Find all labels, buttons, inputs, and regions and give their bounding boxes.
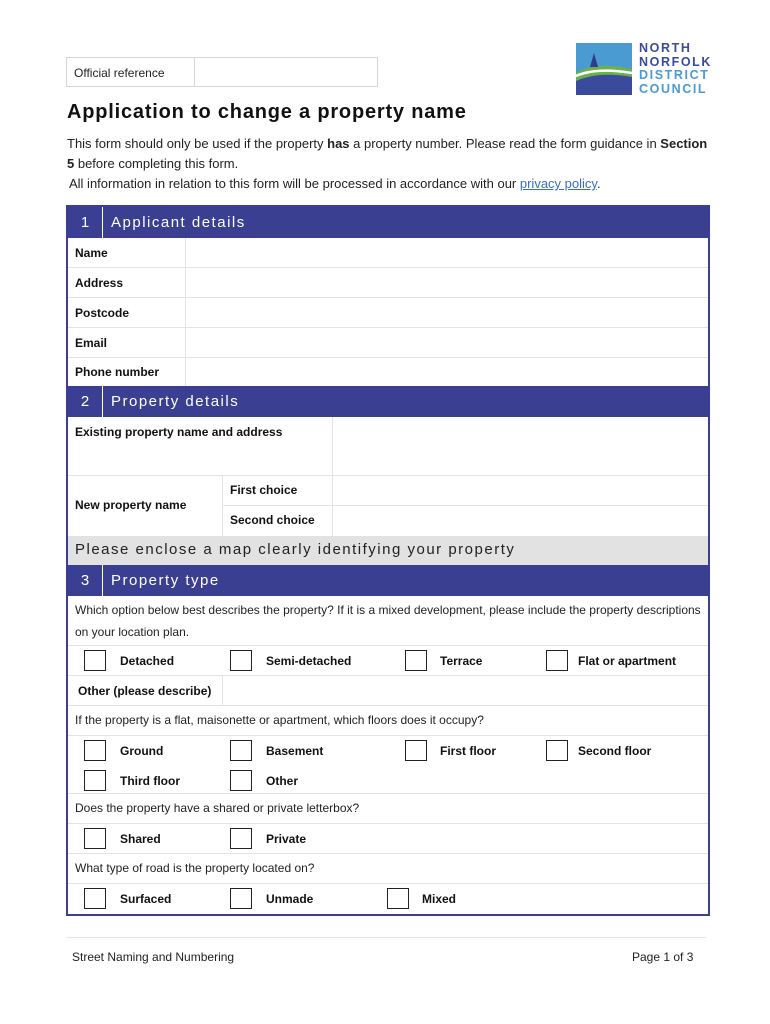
- shared-label: Shared: [120, 832, 161, 846]
- basement-label: Basement: [266, 744, 324, 758]
- surfaced-label: Surfaced: [120, 892, 172, 906]
- letterbox-options-row: [68, 824, 708, 854]
- address-row: [68, 268, 708, 298]
- official-reference-box: [66, 57, 378, 87]
- property-type-question: Which option below best describes the property? If it is a mixed development, please include the property descriptions on your location plan.: [75, 603, 701, 639]
- private-checkbox[interactable]: [230, 828, 252, 849]
- phone-row: [68, 358, 708, 387]
- other-describe-row: [68, 676, 708, 706]
- official-reference-label: Official reference: [67, 58, 195, 86]
- ground-label: Ground: [120, 744, 164, 758]
- terrace-checkbox[interactable]: [405, 650, 427, 671]
- name-row: [68, 238, 708, 268]
- road-question-row: [68, 854, 708, 884]
- email-field[interactable]: [186, 328, 708, 357]
- council-logo-mark: [576, 43, 632, 95]
- detached-label: Detached: [120, 654, 175, 668]
- first-floor-label: First floor: [440, 744, 496, 758]
- other-floor-checkbox[interactable]: [230, 770, 252, 791]
- detached-checkbox[interactable]: [84, 650, 106, 671]
- road-question: What type of road is the property located on?: [75, 861, 315, 875]
- other-floor-label: Other: [266, 774, 299, 788]
- phone-label: Phone number: [75, 365, 160, 379]
- footer-page-number: Page 1 of 3: [632, 950, 694, 964]
- unmade-checkbox[interactable]: [230, 888, 252, 909]
- shared-checkbox[interactable]: [84, 828, 106, 849]
- first-choice-field[interactable]: [333, 476, 708, 505]
- new-property-label: New property name: [75, 498, 187, 512]
- third-floor-label: Third floor: [120, 774, 180, 788]
- second-choice-field[interactable]: [333, 506, 708, 536]
- address-field[interactable]: [186, 268, 708, 297]
- floors-question: If the property is a flat, maisonette or apartment, which floors does it occupy?: [75, 713, 484, 727]
- privacy-policy-link[interactable]: privacy policy: [519, 176, 597, 191]
- page-title: Application to change a property name: [67, 101, 467, 123]
- application-form: [66, 205, 710, 916]
- other-describe-field[interactable]: [223, 676, 708, 705]
- second-floor-checkbox[interactable]: [546, 740, 568, 761]
- property-type-options-row: [68, 646, 708, 676]
- unmade-label: Unmade: [266, 892, 314, 906]
- property-type-question-row: [68, 596, 708, 646]
- map-note: Please enclose a map clearly identifying your property: [68, 536, 708, 565]
- flat-apartment-label: Flat or apartment: [578, 654, 677, 668]
- terrace-label: Terrace: [440, 654, 483, 668]
- third-floor-checkbox[interactable]: [84, 770, 106, 791]
- second-choice-label: Second choice: [230, 513, 315, 527]
- privacy-paragraph: All information in relation to this form will be processed in accordance with our privacy policy.: [69, 176, 601, 191]
- flat-apartment-checkbox[interactable]: [546, 650, 568, 671]
- footer-service-name: Street Naming and Numbering: [72, 950, 235, 964]
- official-reference-field[interactable]: [195, 58, 377, 86]
- address-label: Address: [75, 276, 124, 290]
- name-field[interactable]: [186, 238, 708, 267]
- new-property-row: [68, 476, 708, 536]
- mixed-label: Mixed: [422, 892, 457, 906]
- postcode-row: [68, 298, 708, 328]
- section-2-number: 2: [68, 386, 103, 417]
- email-label: Email: [75, 336, 108, 350]
- private-label: Private: [266, 832, 307, 846]
- basement-checkbox[interactable]: [230, 740, 252, 761]
- section-3-header: [68, 565, 708, 596]
- section-3-number: 3: [68, 565, 103, 596]
- existing-property-label: Existing property name and address: [75, 425, 283, 439]
- other-describe-label: Other (please describe): [78, 684, 212, 698]
- postcode-label: Postcode: [75, 306, 130, 320]
- postcode-field[interactable]: [186, 298, 708, 327]
- name-label: Name: [75, 246, 108, 260]
- floors-options-row: [68, 736, 708, 794]
- council-logo-wordmark: NORTH NORFOLK DISTRICT COUNCIL: [639, 41, 712, 96]
- letterbox-question-row: [68, 794, 708, 824]
- floors-question-row: [68, 706, 708, 736]
- mixed-checkbox[interactable]: [387, 888, 409, 909]
- existing-property-field[interactable]: [333, 417, 708, 475]
- email-row: [68, 328, 708, 358]
- section-3-title: Property type: [111, 572, 220, 589]
- section-2-title: Property details: [111, 393, 240, 410]
- section-1-number: 1: [68, 207, 103, 238]
- letterbox-question: Does the property have a shared or private letterbox?: [75, 801, 360, 815]
- first-floor-checkbox[interactable]: [405, 740, 427, 761]
- surfaced-checkbox[interactable]: [84, 888, 106, 909]
- section-1-header: [68, 207, 708, 238]
- semi-detached-checkbox[interactable]: [230, 650, 252, 671]
- ground-checkbox[interactable]: [84, 740, 106, 761]
- semi-detached-label: Semi-detached: [266, 654, 352, 668]
- footer-divider: [66, 937, 706, 938]
- section-2-header: [68, 386, 708, 417]
- road-options-row: [68, 884, 708, 914]
- intro-paragraph: This form should only be used if the property has a property number. Please read the form guidance in Section 5 before completing this form.: [67, 136, 708, 171]
- council-logo: [576, 43, 726, 98]
- second-floor-label: Second floor: [578, 744, 652, 758]
- section-1-title: Applicant details: [111, 214, 246, 231]
- existing-property-row: [68, 417, 708, 476]
- first-choice-label: First choice: [230, 483, 298, 497]
- phone-field[interactable]: [186, 358, 708, 387]
